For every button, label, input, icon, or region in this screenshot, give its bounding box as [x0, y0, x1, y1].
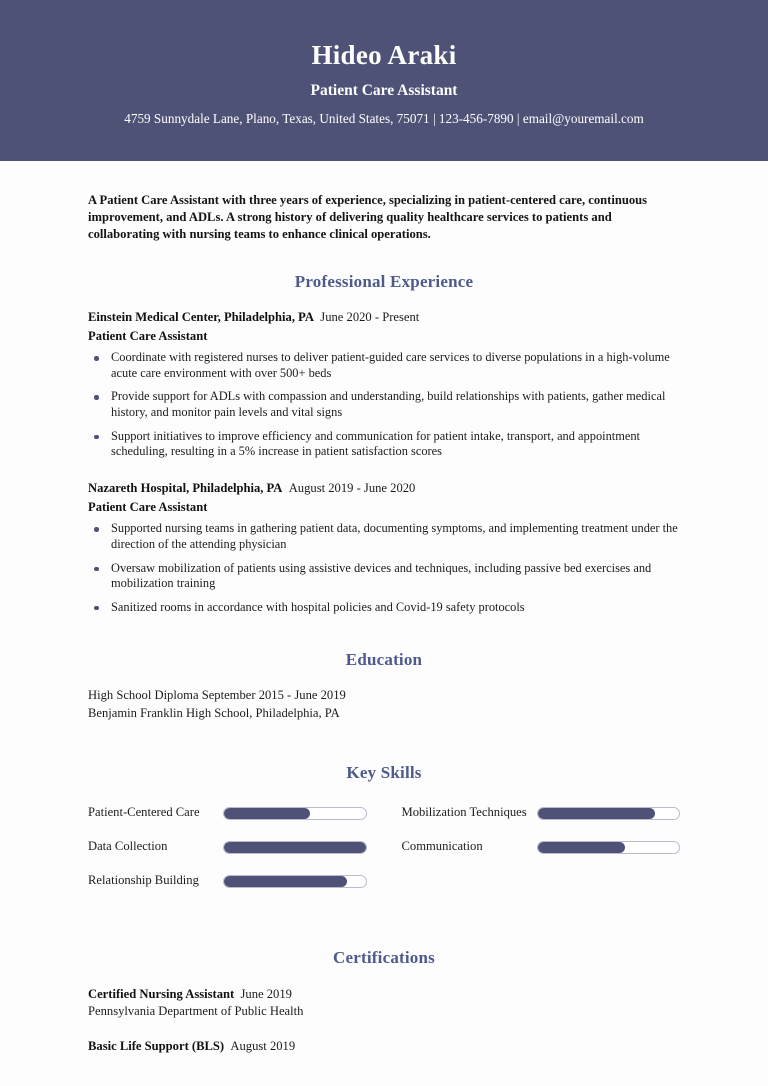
employment-dates: August 2019 - June 2020 — [282, 480, 416, 495]
certification-date: August 2019 — [224, 1039, 296, 1054]
skill-label: Relationship Building — [88, 873, 199, 888]
experience-header-line — [88, 480, 680, 496]
job-role: Patient Care Assistant — [88, 499, 208, 514]
skill-level-fill — [538, 842, 626, 853]
bullet-dot-icon — [94, 356, 99, 361]
certification-issuer: Pennsylvania Department of Public Health — [88, 1004, 304, 1019]
employer-name: Einstein Medical Center, Philadelphia, PA — [88, 309, 314, 324]
certification-header-line — [88, 1038, 680, 1055]
skill-level-fill — [224, 808, 310, 819]
job-role: Patient Care Assistant — [88, 328, 208, 343]
bullet-dot-icon — [94, 527, 99, 532]
contact-line: 4759 Sunnydale Lane, Plano, Texas, United States, 75071 | 123-456-7890 | email@youremail.com — [124, 111, 644, 127]
certification-date: June 2019 — [234, 987, 292, 1002]
certification-header-line — [88, 986, 680, 1003]
responsibility-list — [88, 350, 680, 460]
resume-body — [0, 192, 768, 1055]
responsibility-item — [88, 389, 680, 420]
bullet-dot-icon — [94, 395, 99, 400]
responsibility-text: Support initiatives to improve efficiency and communication for patient intake, transport, and appointment scheduling, resulting in a 5% increase in patient satisfaction scores — [111, 428, 640, 459]
skill-level-fill — [224, 842, 366, 853]
skill-label: Communication — [401, 839, 483, 854]
responsibility-item — [88, 350, 680, 381]
skill-level-bar — [537, 807, 681, 820]
skill-level-bar — [223, 875, 367, 888]
bullet-dot-icon — [94, 435, 99, 440]
skill-row — [402, 804, 681, 837]
skills-grid — [88, 804, 680, 906]
responsibility-item — [88, 429, 680, 460]
employer-name: Nazareth Hospital, Philadelphia, PA — [88, 480, 283, 495]
responsibility-item — [88, 521, 680, 552]
certification-entry — [88, 1038, 680, 1055]
candidate-name: Hideo Araki — [311, 40, 457, 70]
experience-list — [88, 309, 680, 616]
skill-level-bar — [537, 841, 681, 854]
certification-entry — [88, 986, 680, 1020]
skill-row — [88, 804, 367, 837]
education-degree-and-dates: High School Diploma September 2015 - June 2019 — [88, 688, 346, 703]
responsibility-text: Provide support for ADLs with compassion and understanding, build relationships with patients, gather medical history, and monitor pain levels and vital signs — [111, 389, 666, 419]
resume-header — [0, 0, 768, 161]
responsibility-item — [88, 600, 680, 616]
experience-entry — [88, 309, 680, 460]
certifications-list — [88, 986, 680, 1055]
section-title-education: Education — [345, 650, 423, 670]
education-list — [88, 687, 680, 723]
bullet-dot-icon — [94, 606, 99, 611]
responsibility-text: Sanitized rooms in accordance with hospital policies and Covid-19 safety protocols — [111, 599, 525, 614]
responsibility-text: Supported nursing teams in gathering patient data, documenting symptoms, and implementing treatment under the direction of the attending physician — [111, 521, 678, 551]
skill-row — [402, 838, 681, 871]
skill-level-fill — [224, 876, 347, 887]
skill-level-bar — [223, 807, 367, 820]
skill-level-fill — [538, 808, 655, 819]
section-title-skills: Key Skills — [346, 763, 422, 783]
skill-row — [88, 838, 367, 871]
skill-label: Mobilization Techniques — [401, 805, 527, 820]
responsibility-list — [88, 521, 680, 615]
education-school: Benjamin Franklin High School, Philadelphia, PA — [88, 706, 340, 721]
candidate-job-title: Patient Care Assistant — [310, 82, 458, 100]
responsibility-item — [88, 561, 680, 592]
responsibility-text: Oversaw mobilization of patients using assistive devices and techniques, including passive bed exercises and mobilization training — [111, 560, 652, 591]
section-title-experience: Professional Experience — [294, 271, 474, 291]
skill-label: Patient-Centered Care — [88, 805, 200, 820]
professional-summary: A Patient Care Assistant with three years of experience, specializing in patient-centered care, continuous improvement, and ADLs. A strong history of delivering quality healthcare services to patients and collaborating with nursing teams to enhance clinical operations. — [88, 193, 648, 241]
skills-column-right — [402, 804, 681, 906]
skill-level-bar — [223, 841, 367, 854]
experience-header-line — [88, 309, 680, 325]
education-entry — [88, 687, 680, 723]
certification-name: Basic Life Support (BLS) — [88, 1039, 225, 1054]
experience-entry — [88, 480, 680, 616]
skill-row — [88, 872, 367, 905]
section-title-certifications: Certifications — [333, 948, 435, 968]
certification-name: Certified Nursing Assistant — [88, 987, 235, 1002]
bullet-dot-icon — [94, 567, 99, 572]
skills-column-left — [88, 804, 367, 906]
employment-dates: June 2020 - Present — [314, 309, 420, 324]
responsibility-text: Coordinate with registered nurses to deliver patient-guided care services to diverse populations in a high-volume acute care environment with over 500+ beds — [111, 350, 670, 380]
skill-label: Data Collection — [88, 839, 168, 854]
